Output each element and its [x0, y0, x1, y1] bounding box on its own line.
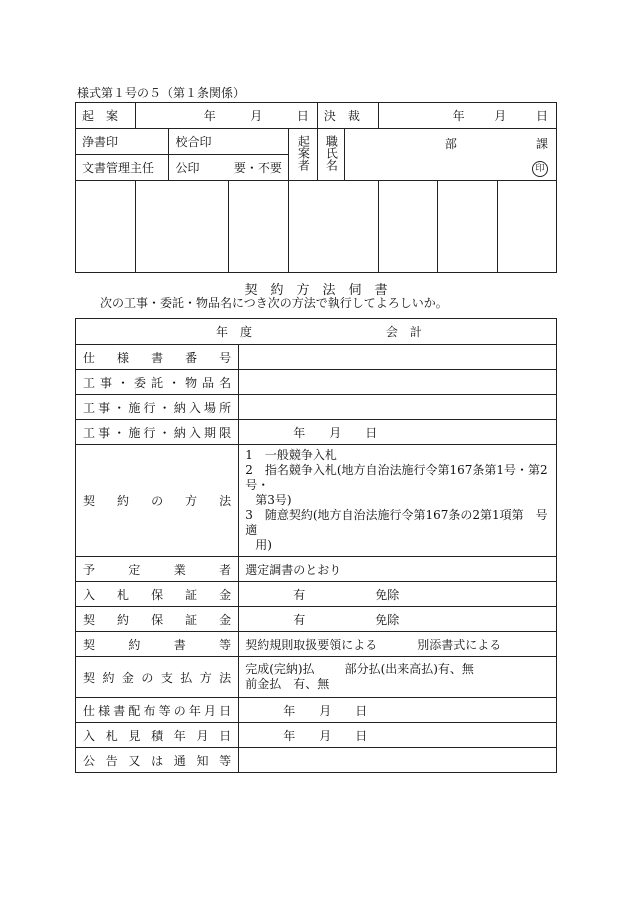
method-item-3: 3 随意契約(地方自治法施行令第167条の2第1項第 号適 [245, 508, 548, 537]
keiyaku-hosho-value[interactable]: 有 免除 [239, 607, 557, 632]
mitsumori-label: 入 札 見 積 年 月 日 [76, 723, 239, 748]
kian-date[interactable]: 年 月 日 [135, 103, 317, 129]
keiyakusho-label: 契 約 書 等 [76, 632, 239, 657]
kouji-name-value[interactable] [239, 370, 557, 395]
keiyakusho-value[interactable]: 契約規則取扱要領による 別添書式による [239, 632, 557, 657]
method-item-2-cont: 第3号) [255, 493, 292, 507]
shiharai-label: 契 約 金 の 支 払 方 法 [76, 657, 239, 698]
shokushimei-label: 職氏名 [317, 129, 344, 181]
kogoin-label: 校合印 [169, 129, 288, 155]
kouji-place-value[interactable] [239, 395, 557, 420]
nyusatsu-hosho-value[interactable]: 有 免除 [239, 582, 557, 607]
form-code: 様式第１号の５（第１条関係） [77, 86, 246, 100]
shiyosho-value[interactable] [239, 345, 557, 370]
approval-box-6[interactable] [438, 181, 498, 273]
approval-box-3[interactable] [229, 181, 289, 273]
approval-box-1[interactable] [76, 181, 136, 273]
kessai-date[interactable]: 年 月 日 [378, 103, 556, 129]
kouji-place-label: 工 事 ・ 施 行 ・ 納 入 場 所 [76, 395, 239, 420]
shiharai-value[interactable]: 完成(完納)払 部分払(出来高払)有、無 前金払 有、無 [239, 657, 557, 698]
yotei-label: 予 定 業 者 [76, 557, 239, 582]
yotei-value[interactable]: 選定調書のとおり [239, 557, 557, 582]
kokoku-label: 公 告 又 は 通 知 等 [76, 748, 239, 773]
joshoin-label: 浄書印 [76, 129, 169, 155]
approval-box-2[interactable] [135, 181, 228, 273]
kokoku-value[interactable] [239, 748, 557, 773]
method-item-3-cont: 用) [255, 538, 272, 552]
haifu-value[interactable]: 年 月 日 [239, 698, 557, 723]
kian-label: 起 案 [76, 103, 136, 129]
kouji-term-value[interactable]: 年 月 日 [239, 420, 557, 445]
shiyosho-label: 仕 様 書 番 号 [76, 345, 239, 370]
kessai-label: 決 裁 [317, 103, 378, 129]
signature-area[interactable]: 部 課 印 [344, 129, 556, 181]
kouji-term-label: 工 事 ・ 施 行 ・ 納 入 期 限 [76, 420, 239, 445]
method-item-2: 2 指名競争入札(地方自治法施行令第167条第1号・第2号・ [245, 463, 548, 492]
keiyaku-method-label: 契 約 の 方 法 [76, 445, 239, 557]
koin-cell[interactable]: 公印 要・不要 [169, 155, 288, 181]
approval-box-4[interactable] [288, 181, 378, 273]
intro-text: 次の工事・委託・物品名につき次の方法で執行してよろしいか。 [100, 296, 448, 310]
approval-box-5[interactable] [378, 181, 438, 273]
contract-method-table [75, 318, 557, 773]
fiscal-year-row[interactable]: 年 度 会 計 [76, 319, 557, 345]
kouji-name-label: 工 事 ・ 委 託 ・ 物 品 名 [76, 370, 239, 395]
document-title: 契 約 方 法 伺 書 [244, 283, 388, 298]
haifu-label: 仕 様 書 配 布 等 の 年 月 日 [76, 698, 239, 723]
keiyaku-method-value[interactable] [239, 445, 557, 557]
keiyaku-hosho-label: 契 約 保 証 金 [76, 607, 239, 632]
mitsumori-value[interactable]: 年 月 日 [239, 723, 557, 748]
seal-icon: 印 [532, 161, 548, 177]
kiansha-label: 起案者 [288, 129, 317, 181]
bunsho-label: 文書管理主任 [76, 155, 169, 181]
method-item-1: 1 一般競争入札 [245, 448, 337, 462]
approval-box-7[interactable] [498, 181, 557, 273]
nyusatsu-hosho-label: 入 札 保 証 金 [76, 582, 239, 607]
approval-table [75, 102, 557, 273]
